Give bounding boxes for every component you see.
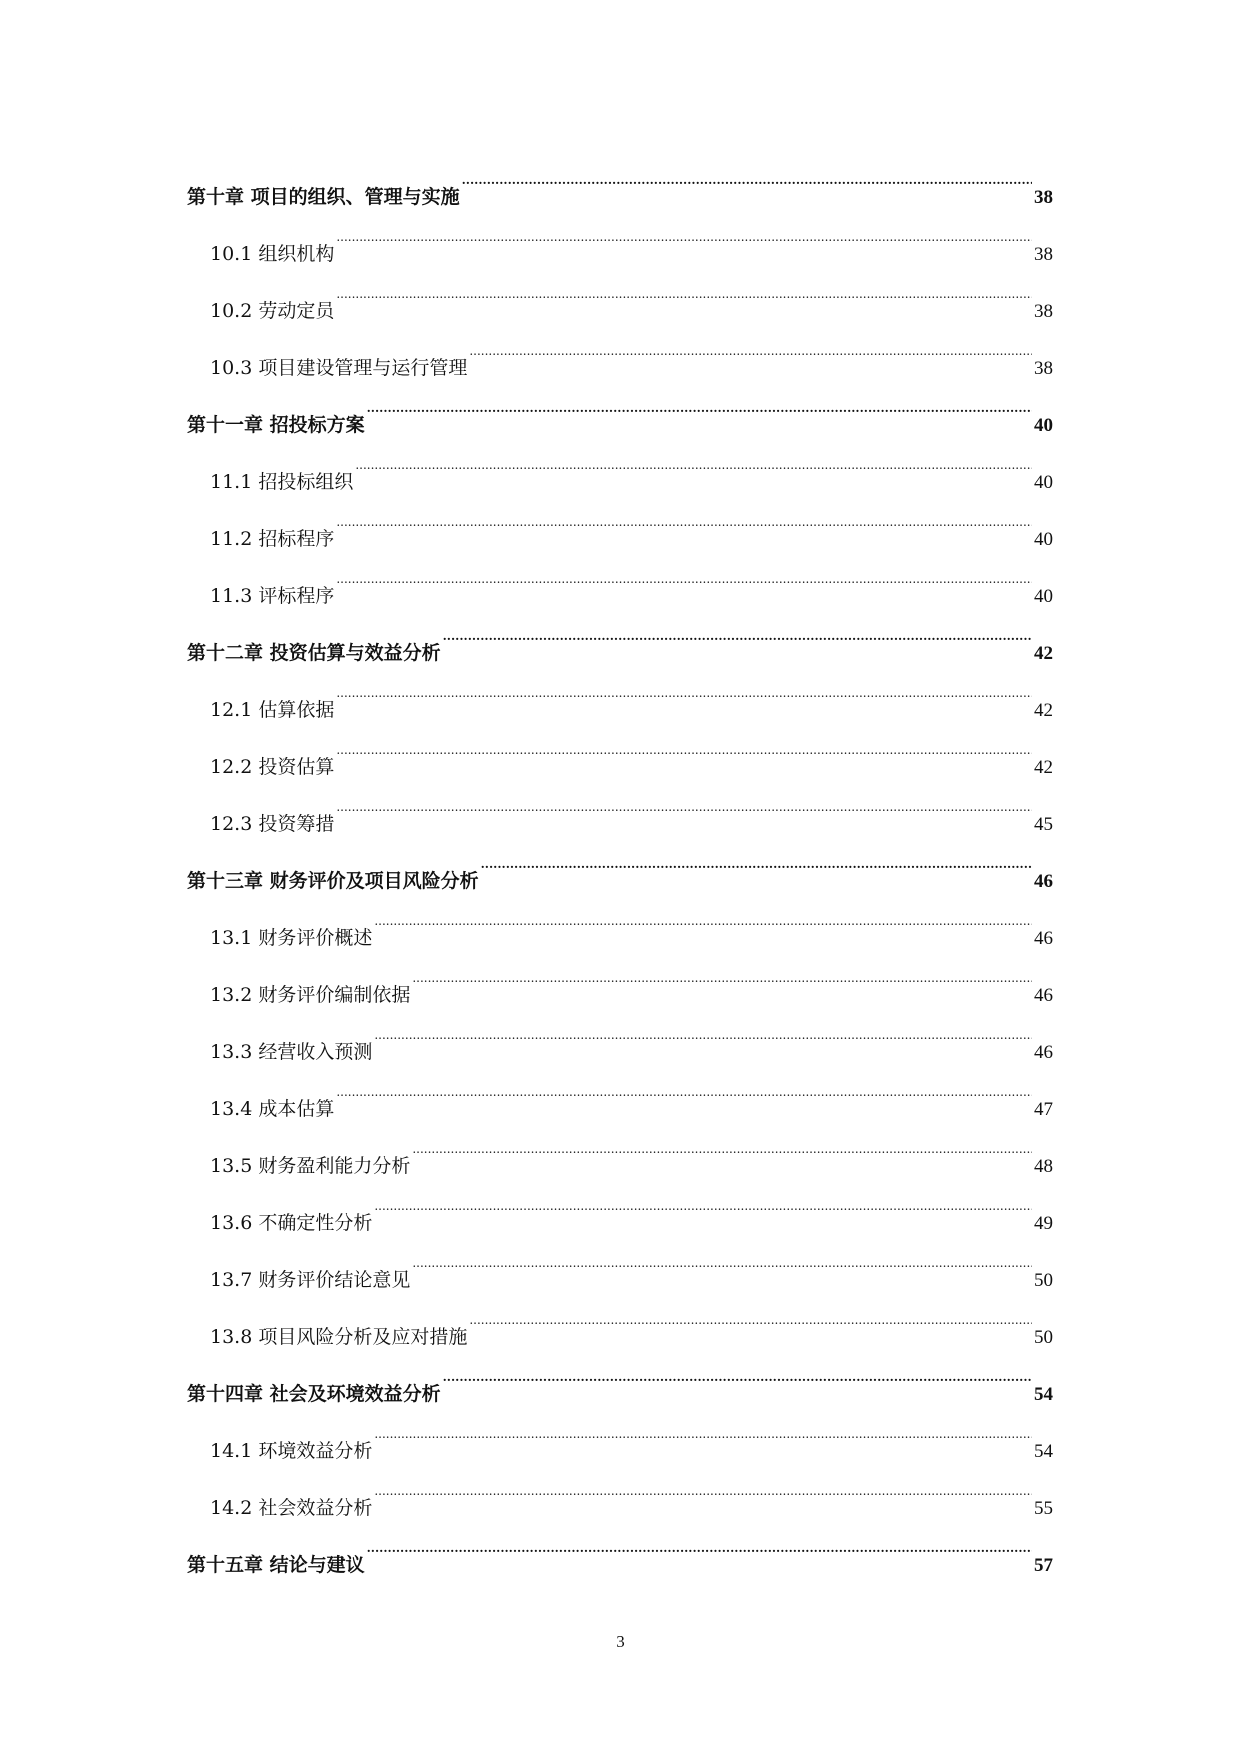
table-of-contents bbox=[187, 146, 1053, 1576]
toc-entry-title: 13.1 财务评价概述 bbox=[210, 927, 373, 949]
toc-entry-page: 54 bbox=[1034, 1384, 1053, 1405]
toc-entry-title: 14.1 环境效益分析 bbox=[210, 1440, 373, 1462]
toc-leader-dots bbox=[336, 545, 1032, 602]
toc-leader-dots bbox=[367, 1514, 1032, 1571]
toc-entry-page: 50 bbox=[1034, 1327, 1053, 1348]
toc-entry-title: 第十二章 投资估算与效益分析 bbox=[187, 642, 441, 664]
toc-entry-page: 50 bbox=[1034, 1270, 1053, 1291]
toc-leader-dots bbox=[412, 944, 1032, 1001]
toc-entry-page: 55 bbox=[1034, 1498, 1053, 1519]
toc-entry-title: 14.2 社会效益分析 bbox=[210, 1497, 373, 1519]
page-number: 3 bbox=[616, 1632, 625, 1651]
toc-entry-title: 第十章 项目的组织、管理与实施 bbox=[187, 186, 460, 208]
toc-leader-dots bbox=[412, 1115, 1032, 1172]
toc-entry-page: 40 bbox=[1034, 586, 1053, 607]
toc-leader-dots bbox=[462, 146, 1032, 203]
toc-entry-title: 第十四章 社会及环境效益分析 bbox=[187, 1383, 441, 1405]
toc-leader-dots bbox=[374, 1001, 1032, 1058]
toc-leader-dots bbox=[481, 830, 1032, 887]
toc-entry-page: 45 bbox=[1034, 814, 1053, 835]
toc-entry-page: 47 bbox=[1034, 1099, 1053, 1120]
toc-entry-title: 第十三章 财务评价及项目风险分析 bbox=[187, 870, 479, 892]
toc-entry-title: 11.3 评标程序 bbox=[210, 585, 335, 607]
toc-leader-dots bbox=[336, 260, 1032, 317]
toc-entry-page: 40 bbox=[1034, 415, 1053, 436]
toc-entry-page: 48 bbox=[1034, 1156, 1053, 1177]
toc-leader-dots bbox=[374, 1400, 1032, 1457]
toc-leader-dots bbox=[374, 1457, 1032, 1514]
toc-entry-page: 46 bbox=[1034, 1042, 1053, 1063]
toc-entry-page: 46 bbox=[1034, 928, 1053, 949]
toc-entry-page: 42 bbox=[1034, 643, 1053, 664]
toc-entry-page: 57 bbox=[1034, 1555, 1053, 1576]
toc-entry-title: 13.6 不确定性分析 bbox=[210, 1212, 373, 1234]
toc-leader-dots bbox=[336, 716, 1032, 773]
toc-leader-dots bbox=[336, 773, 1032, 830]
toc-leader-dots bbox=[443, 602, 1032, 659]
toc-leader-dots bbox=[336, 488, 1032, 545]
toc-entry-page: 40 bbox=[1034, 472, 1053, 493]
toc-entry-title: 10.1 组织机构 bbox=[210, 243, 335, 265]
toc-entry-page: 49 bbox=[1034, 1213, 1053, 1234]
toc-entry-title: 10.2 劳动定员 bbox=[210, 300, 335, 322]
toc-entry-title: 13.7 财务评价结论意见 bbox=[210, 1269, 411, 1291]
toc-leader-dots bbox=[336, 659, 1032, 716]
toc-entry-title: 10.3 项目建设管理与运行管理 bbox=[210, 357, 468, 379]
toc-entry-title: 12.2 投资估算 bbox=[210, 756, 335, 778]
toc-entry-title: 13.4 成本估算 bbox=[210, 1098, 335, 1120]
toc-entry-title: 13.3 经营收入预测 bbox=[210, 1041, 373, 1063]
toc-entry-page: 42 bbox=[1034, 700, 1053, 721]
toc-entry-title: 11.2 招标程序 bbox=[210, 528, 335, 550]
toc-entry[interactable] bbox=[187, 146, 1053, 208]
toc-entry-page: 40 bbox=[1034, 529, 1053, 550]
toc-leader-dots bbox=[336, 1058, 1032, 1115]
toc-leader-dots bbox=[336, 203, 1032, 260]
toc-entry-title: 第十五章 结论与建议 bbox=[187, 1554, 365, 1576]
toc-leader-dots bbox=[374, 1172, 1032, 1229]
toc-entry-page: 38 bbox=[1034, 301, 1053, 322]
toc-entry-page: 38 bbox=[1034, 244, 1053, 265]
toc-entry-page: 38 bbox=[1034, 187, 1053, 208]
toc-leader-dots bbox=[469, 1286, 1032, 1343]
toc-leader-dots bbox=[469, 317, 1032, 374]
toc-entry-page: 42 bbox=[1034, 757, 1053, 778]
toc-leader-dots bbox=[443, 1343, 1032, 1400]
toc-entry-title: 12.1 估算依据 bbox=[210, 699, 335, 721]
toc-entry-title: 13.5 财务盈利能力分析 bbox=[210, 1155, 411, 1177]
toc-leader-dots bbox=[374, 887, 1032, 944]
toc-entry-title: 13.8 项目风险分析及应对措施 bbox=[210, 1326, 468, 1348]
toc-leader-dots bbox=[367, 374, 1032, 431]
toc-entry-title: 11.1 招投标组织 bbox=[210, 471, 354, 493]
toc-entry-page: 46 bbox=[1034, 871, 1053, 892]
toc-entry-title: 13.2 财务评价编制依据 bbox=[210, 984, 411, 1006]
toc-entry-title: 12.3 投资筹措 bbox=[210, 813, 335, 835]
toc-entry-page: 38 bbox=[1034, 358, 1053, 379]
toc-entry-page: 46 bbox=[1034, 985, 1053, 1006]
toc-entry-page: 54 bbox=[1034, 1441, 1053, 1462]
toc-entry-title: 第十一章 招投标方案 bbox=[187, 414, 365, 436]
toc-leader-dots bbox=[412, 1229, 1032, 1286]
toc-leader-dots bbox=[355, 431, 1032, 488]
